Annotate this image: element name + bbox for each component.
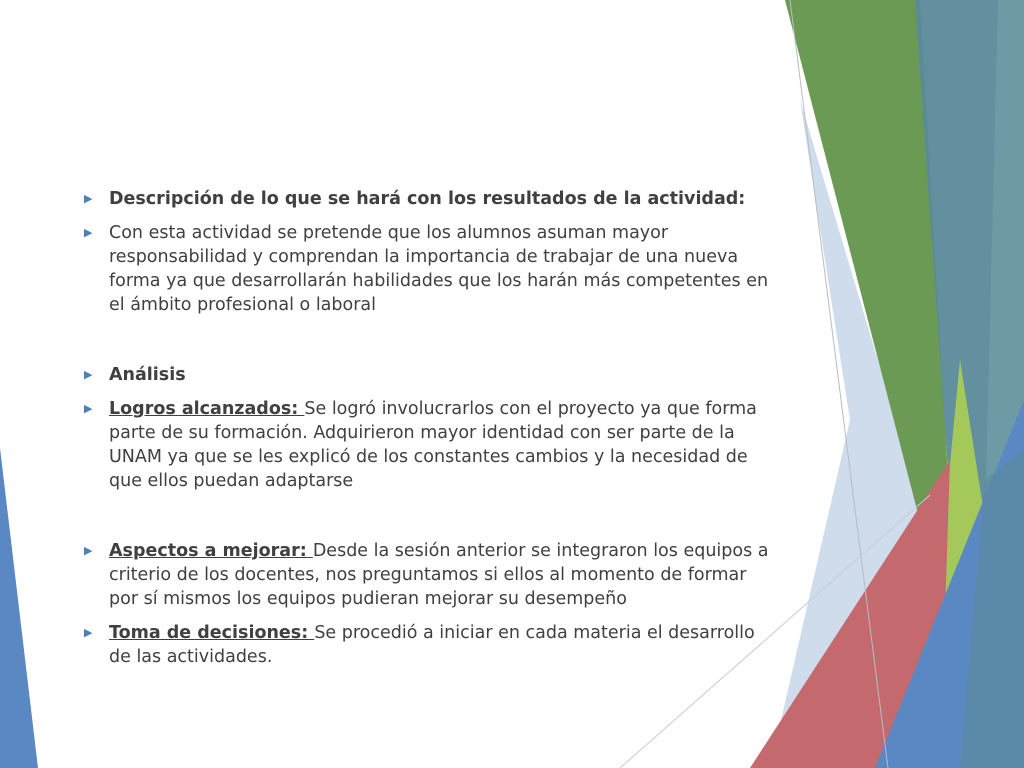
- content-area: [84, 187, 769, 669]
- bullet-item: [84, 539, 769, 611]
- bullet-text: Se procedió a iniciar en cada materia el desarrollo de las actividades.: [109, 623, 755, 667]
- left-blue-shape: [0, 448, 38, 768]
- bullet-text: Desde la sesión anterior se integraron los equipos a criterio de los docentes, nos preguntamos si ellos al momento de formar por sí mismos los equipos pudieran mejorar su desempeño: [109, 541, 769, 609]
- bullet-heading: Análisis: [109, 365, 186, 385]
- triangle-bullet-icon: ▶: [84, 402, 93, 415]
- bullet-heading: Descripción de lo que se hará con los resultados de la actividad:: [109, 189, 746, 209]
- bullet-text: Se logró involucrarlos con el proyecto ya que forma parte de su formación. Adquirieron mayor identidad con ser parte de la UNAM ya que se les explicó de los constantes cambios y la necesidad de que ellos puedan adaptarse: [109, 399, 757, 491]
- bullet-item: [84, 397, 769, 493]
- bullet-item: [84, 363, 769, 387]
- bullet-label: Aspectos a mejorar:: [109, 541, 313, 561]
- triangle-bullet-icon: ▶: [84, 626, 93, 639]
- triangle-bullet-icon: ▶: [84, 544, 93, 557]
- bullet-text: Con esta actividad se pretende que los alumnos asuman mayor responsabilidad y comprendan la importancia de trabajar de una nueva forma ya que desarrollarán habilidades que los harán más competentes en el ámbito profesional o laboral: [109, 223, 769, 315]
- bullet-item: [84, 621, 769, 669]
- triangle-bullet-icon: ▶: [84, 226, 93, 239]
- bullet-item: [84, 187, 769, 211]
- triangle-bullet-icon: ▶: [84, 192, 93, 205]
- bullet-label: Toma de decisiones:: [109, 623, 315, 643]
- triangle-bullet-icon: ▶: [84, 368, 93, 381]
- bullet-item: [84, 221, 769, 317]
- bullet-label: Logros alcanzados:: [109, 399, 305, 419]
